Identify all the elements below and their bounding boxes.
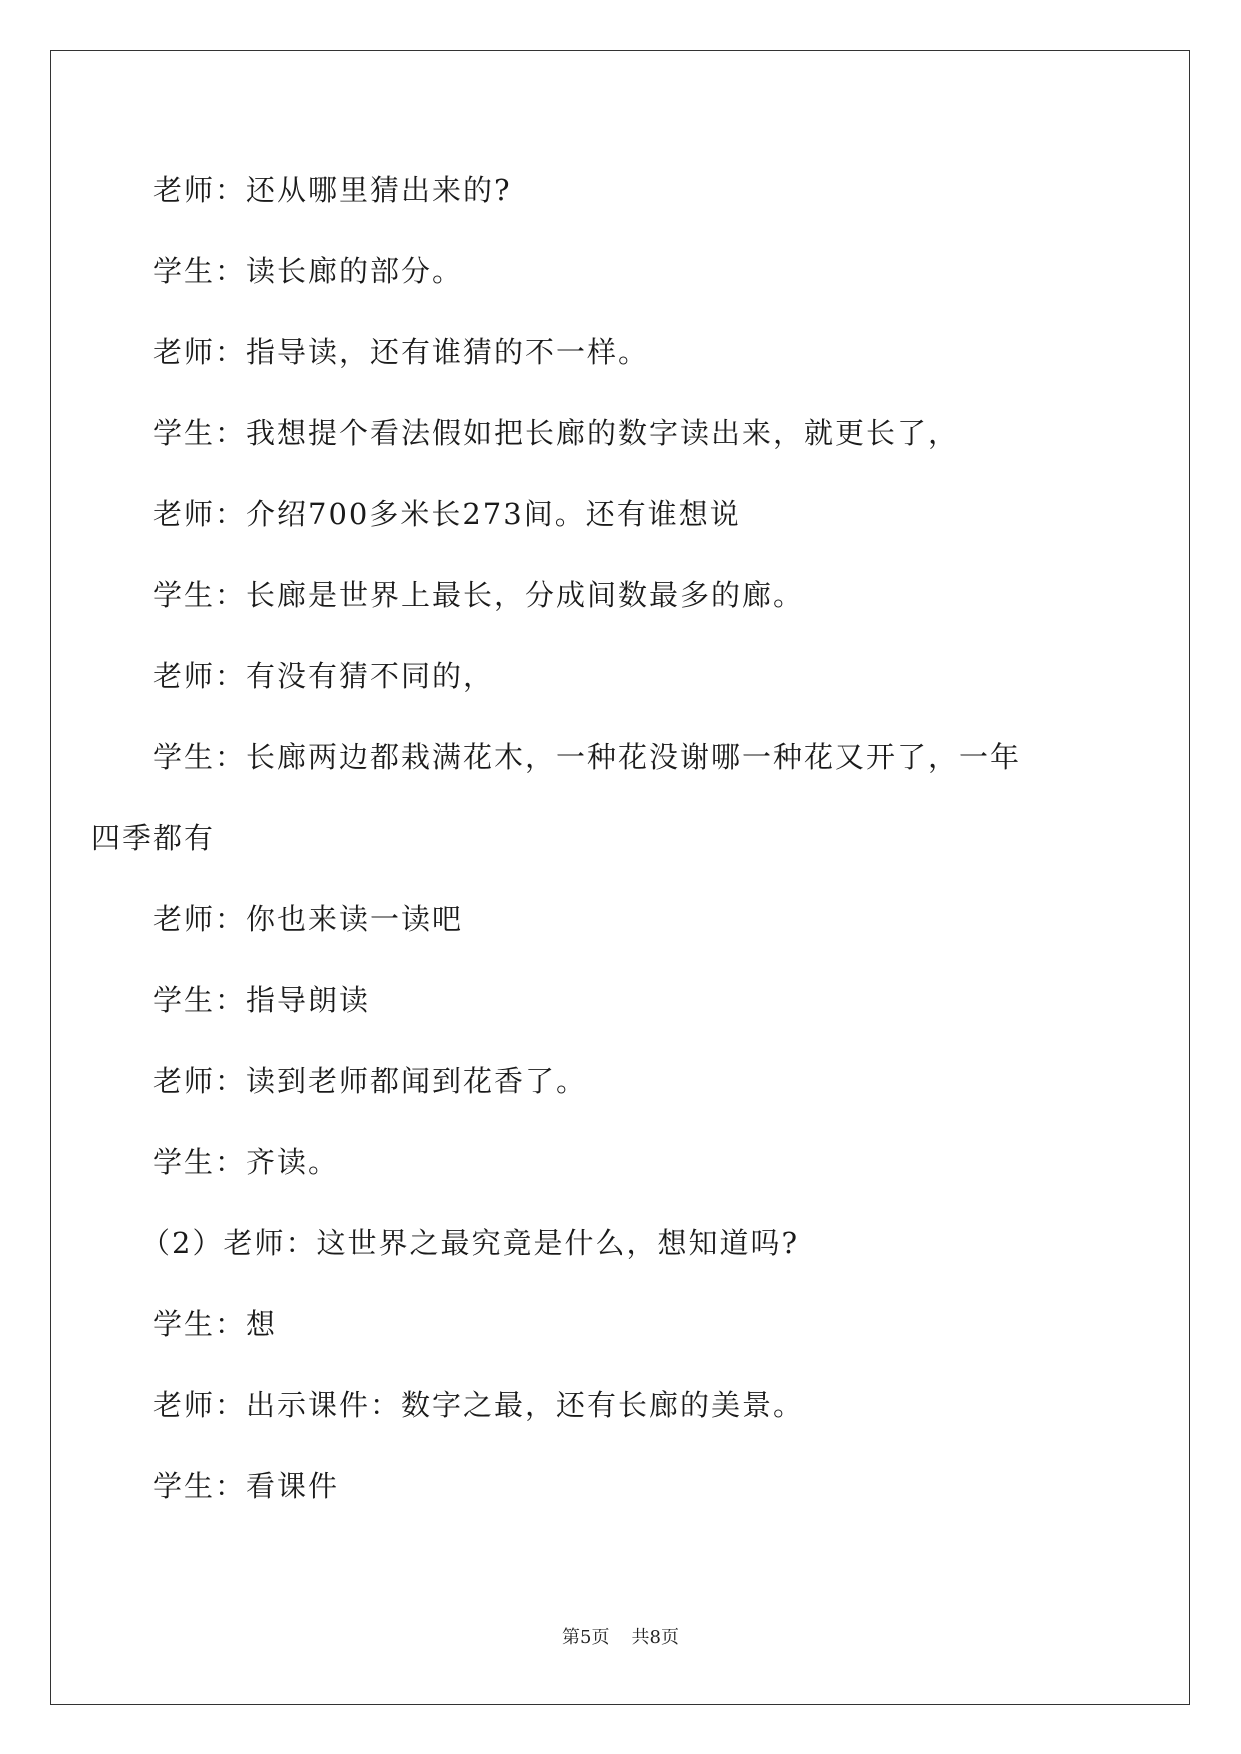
page-number: 第5页 <box>562 1627 610 1648</box>
paragraph: 学生：指导朗读 <box>153 983 371 1017</box>
page-footer <box>0 1626 1241 1650</box>
paragraph: （2）老师：这世界之最究竟是什么，想知道吗? <box>141 1226 799 1260</box>
paragraph: 老师：有没有猜不同的， <box>153 659 495 693</box>
paragraph: 老师：你也来读一读吧 <box>153 902 464 936</box>
page-total: 共8页 <box>631 1627 679 1648</box>
paragraph: 学生：齐读。 <box>153 1145 340 1179</box>
paragraph: 老师：读到老师都闻到花香了。 <box>153 1064 588 1098</box>
paragraph-continuation: 四季都有 <box>91 821 216 855</box>
paragraph: 老师：指导读，还有谁猜的不一样。 <box>153 335 650 369</box>
paragraph: 老师：出示课件：数字之最，还有长廊的美景。 <box>153 1388 805 1422</box>
paragraph: 学生：长廊两边都栽满花木，一种花没谢哪一种花又开了，一年 <box>153 740 1022 774</box>
page-border <box>50 50 1190 1705</box>
paragraph: 学生：读长廊的部分。 <box>153 254 464 288</box>
paragraph: 学生：长廊是世界上最长，分成间数最多的廊。 <box>153 578 805 612</box>
paragraph: 学生：我想提个看法假如把长廊的数字读出来，就更长了， <box>153 416 960 450</box>
paragraph: 老师：还从哪里猜出来的? <box>153 173 512 207</box>
paragraph: 学生：看课件 <box>153 1469 340 1503</box>
paragraph: 老师：介绍700多米长273间。还有谁想说 <box>153 497 741 531</box>
paragraph: 学生：想 <box>153 1307 278 1341</box>
